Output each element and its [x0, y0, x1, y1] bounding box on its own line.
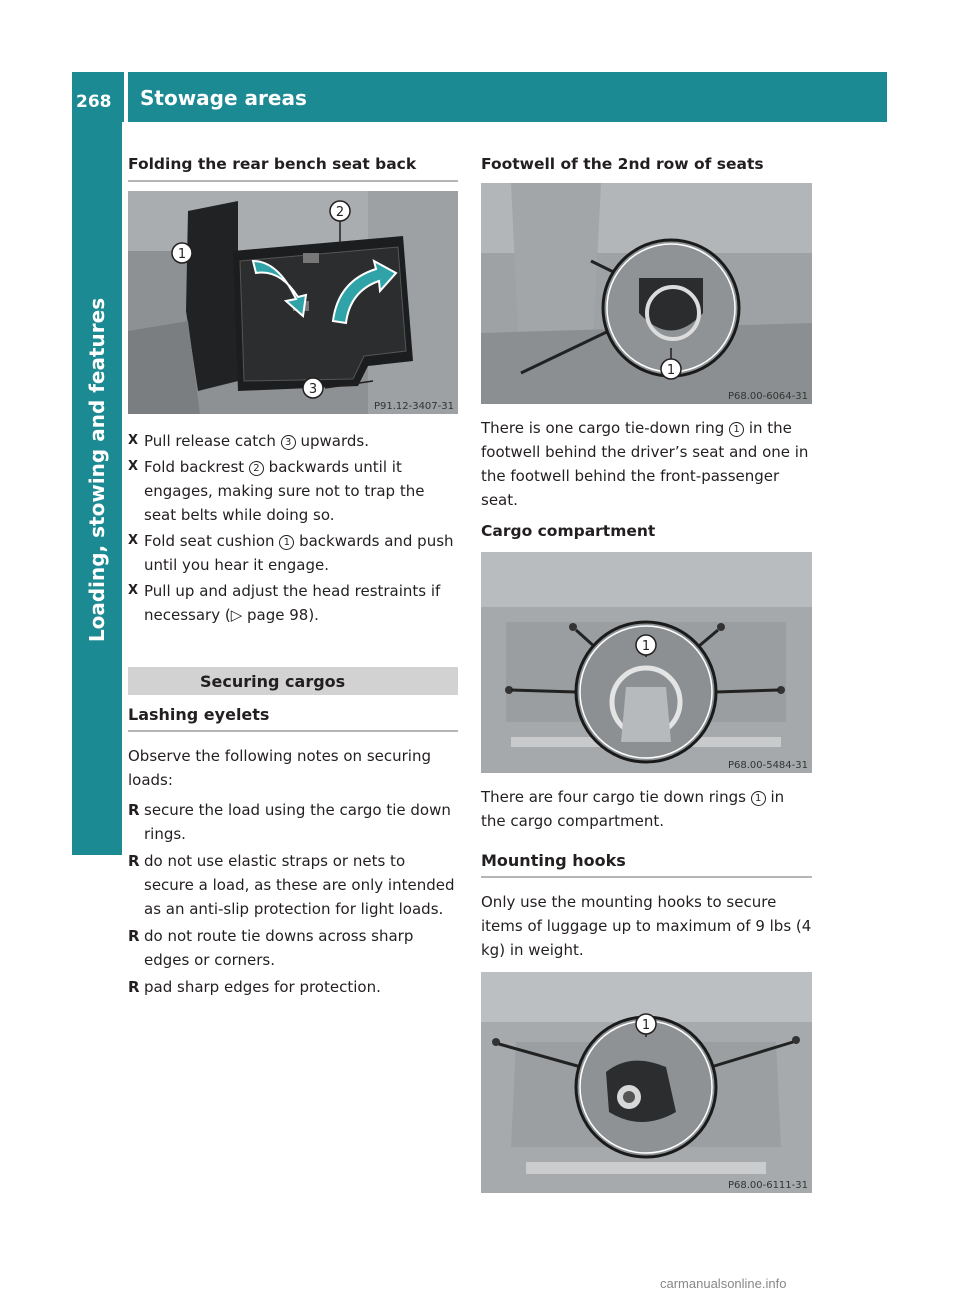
hooks-text: Only use the mounting hooks to secure items of luggage up to maximum of 9 lbs (4 kg) in weight.: [481, 893, 812, 959]
figure-code: P91.12-3407-31: [373, 401, 454, 412]
callout-ref: 1: [751, 791, 766, 806]
step-marker: X: [128, 583, 139, 598]
folding-heading: Folding the rear bench seat back: [128, 155, 458, 182]
page-number: 268: [76, 92, 112, 112]
rear-bench-illustration: [128, 191, 458, 414]
callout-1: 1: [641, 639, 651, 654]
step-marker: X: [128, 433, 139, 448]
callout-ref: 3: [281, 435, 296, 450]
left-column: [128, 155, 458, 1002]
step-item: X Fold backrest 2 backwards until it engages, making sure not to trap the seat belts while doing so.: [128, 455, 458, 527]
step-item: X Fold seat cushion 1 backwards and push until you hear it engage.: [128, 529, 458, 577]
hooks-photo: [481, 972, 812, 1193]
callout-ref: 1: [729, 422, 744, 437]
callout-ref: 1: [279, 535, 294, 550]
footwell-text: There is one cargo tie-down ring 1 in the footwell behind the driver’s seat and one in the footwell behind the front-passenger seat.: [481, 419, 809, 509]
footwell-heading: Footwell of the 2nd row of seats: [481, 155, 764, 173]
cargo-illustration: [481, 552, 812, 773]
callout-1: 1: [641, 1018, 651, 1033]
footwell-illustration: [481, 183, 812, 404]
mounting-hooks-heading: Mounting hooks: [481, 851, 812, 878]
callout-2: 2: [335, 205, 345, 220]
step-item: X Pull up and adjust the head restraints if necessary (▷ page 98).: [128, 579, 458, 627]
list-item: R pad sharp edges for protection.: [128, 975, 458, 999]
cargo-compartment-heading: Cargo compartment: [481, 522, 656, 540]
callout-1: 1: [177, 247, 187, 262]
footwell-photo: [481, 183, 812, 404]
rear-bench-photo: [128, 191, 458, 414]
figure-code: P68.00-5484-31: [727, 760, 808, 771]
list-item: R secure the load using the cargo tie down rings.: [128, 798, 458, 846]
securing-cargos-section: Securing cargos: [128, 667, 458, 695]
list-item: R do not use elastic straps or nets to secure a load, as these are only intended as an anti-slip protection for light loads.: [128, 849, 458, 921]
right-column: [481, 155, 812, 1193]
side-tab-marker: [72, 819, 122, 855]
header-divider: [124, 72, 128, 122]
side-tab-label: Loading, stowing and features: [85, 297, 109, 643]
step-list: [128, 429, 458, 627]
bullet-marker: R: [128, 927, 140, 945]
page-title: Stowage areas: [140, 86, 307, 110]
figure-code: P68.00-6111-31: [727, 1180, 808, 1191]
step-marker: X: [128, 459, 139, 474]
cargo-text: There are four cargo tie down rings 1 in the cargo compartment.: [481, 788, 785, 830]
watermark: carmanualsonline.info: [660, 1276, 787, 1291]
step-marker: X: [128, 533, 139, 548]
hooks-illustration: [481, 972, 812, 1193]
bullet-marker: R: [128, 978, 140, 996]
figure-code: P68.00-6064-31: [727, 391, 808, 402]
cargo-photo: [481, 552, 812, 773]
page-reference[interactable]: ▷ page 98).: [230, 606, 319, 624]
callout-1: 1: [666, 363, 676, 378]
intro-text: Observe the following notes on securing loads:: [128, 747, 431, 789]
lashing-eyelets-heading: Lashing eyelets: [128, 705, 458, 732]
callout-ref: 2: [249, 461, 264, 476]
bullet-marker: R: [128, 801, 140, 819]
bullet-marker: R: [128, 852, 140, 870]
callout-3: 3: [308, 382, 318, 397]
list-item: R do not route tie downs across sharp edges or corners.: [128, 924, 458, 972]
step-item: X Pull release catch 3 upwards.: [128, 429, 458, 453]
bullet-list: [128, 798, 458, 999]
